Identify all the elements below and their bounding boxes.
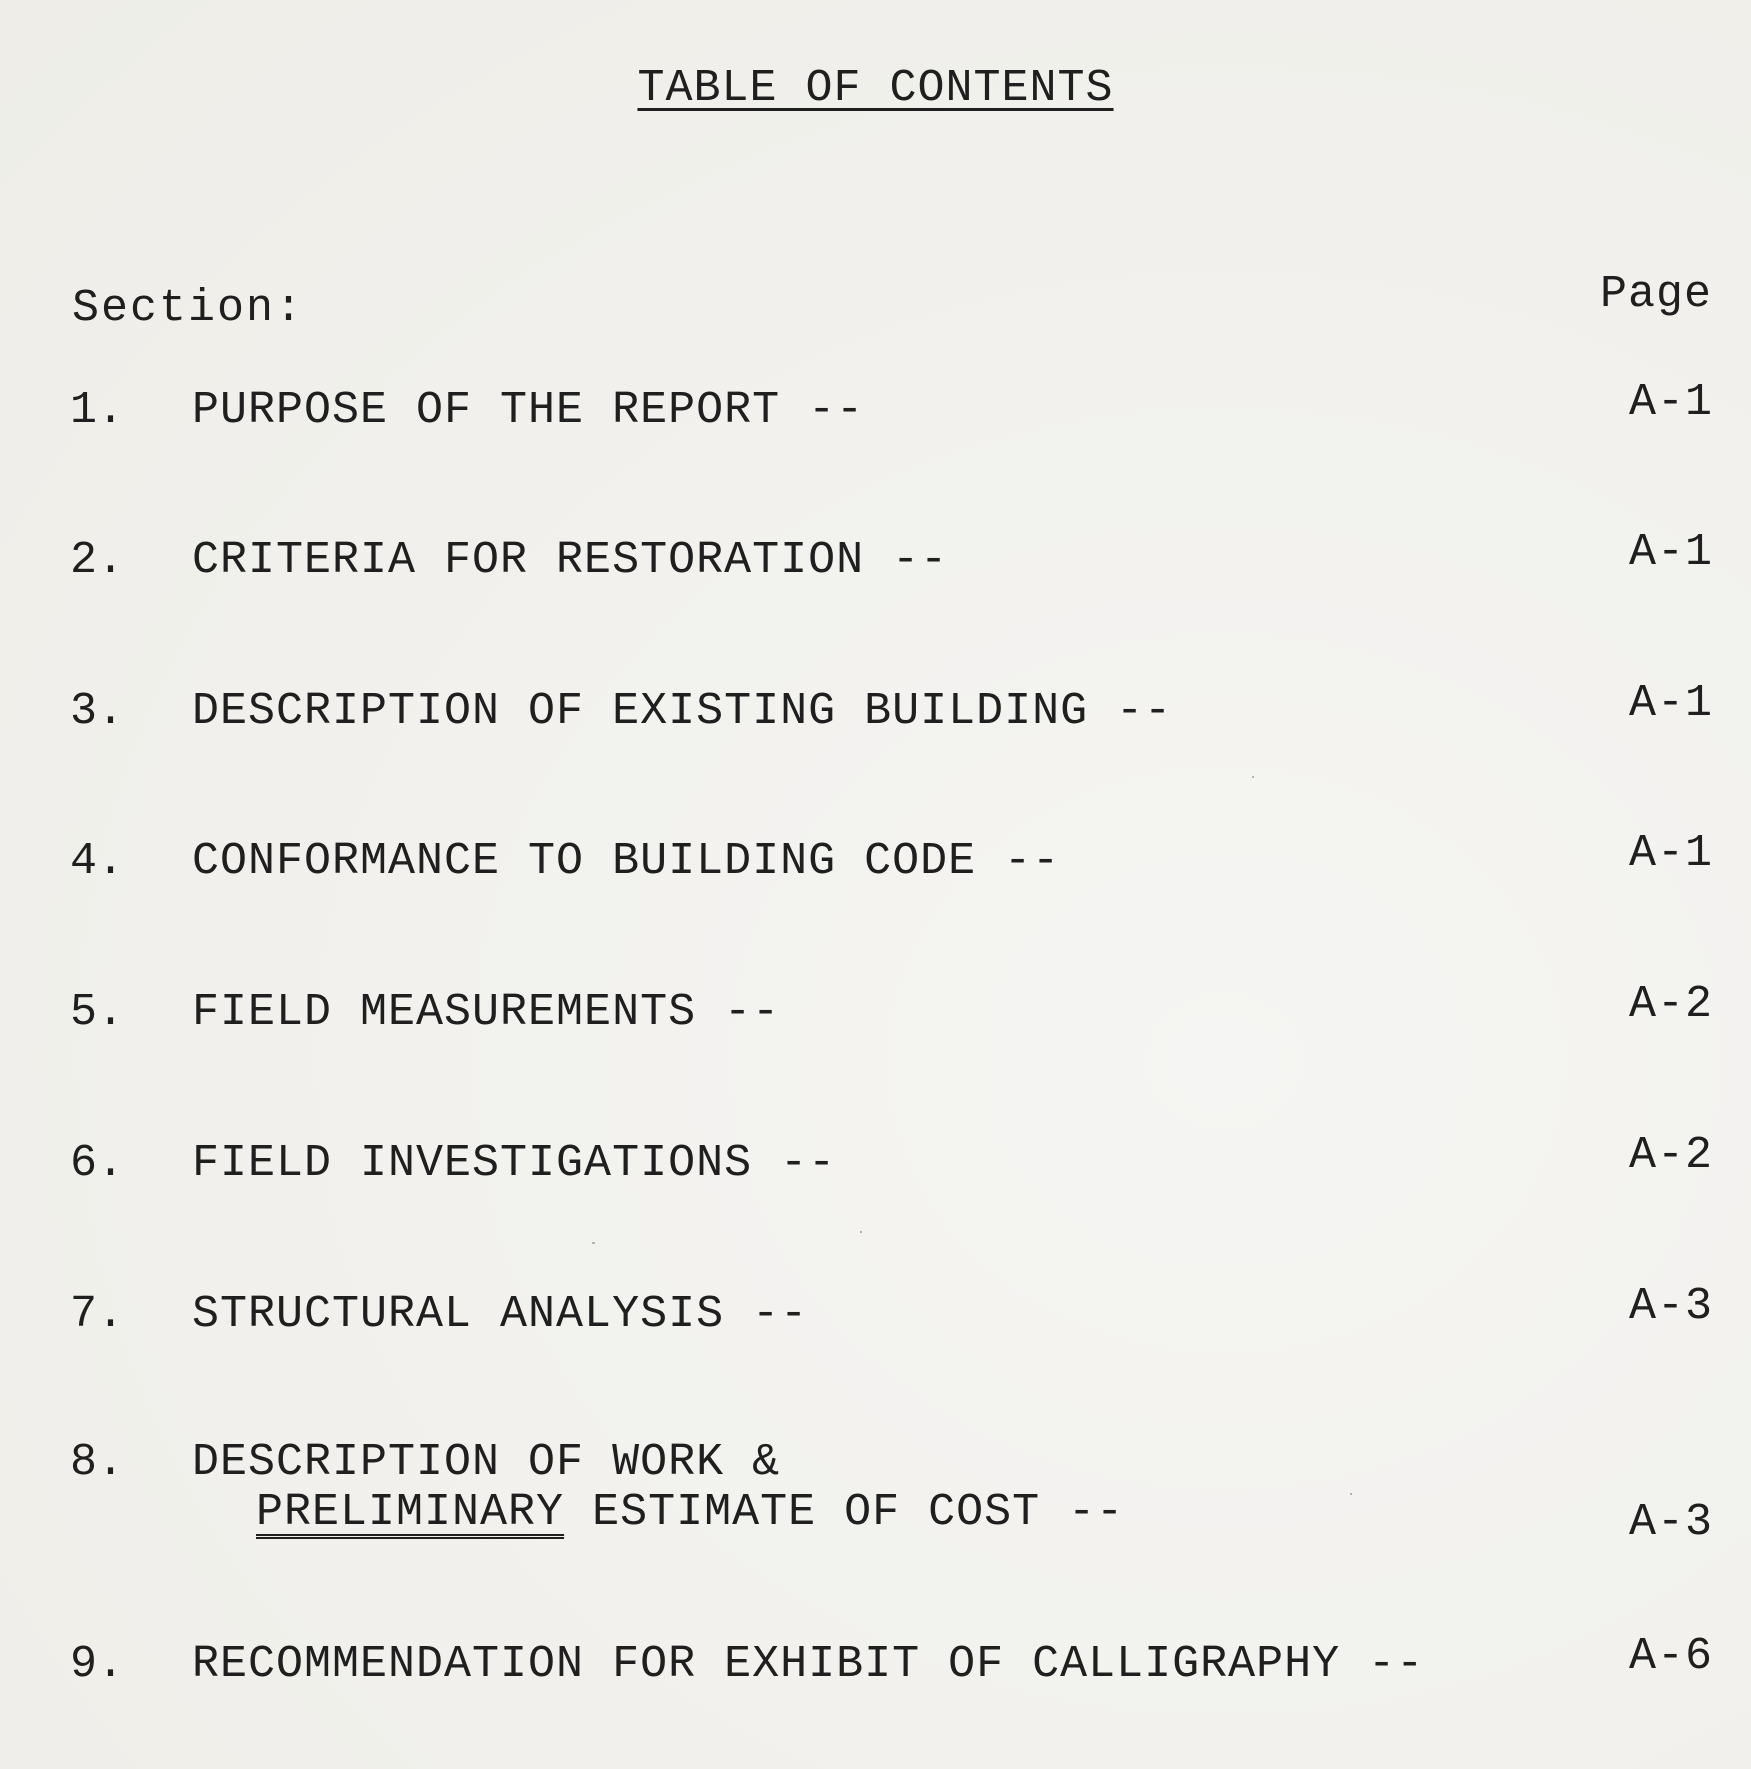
toc-entry-number: 3. <box>70 686 125 737</box>
preliminary-emphasis: PRELIMINARY <box>256 1487 565 1538</box>
toc-entry-number: 7. <box>70 1289 125 1340</box>
toc-entry <box>0 1436 1751 1556</box>
toc-entry-title: FIELD INVESTIGATIONS -- <box>192 1138 837 1189</box>
toc-entry-title: PURPOSE OF THE REPORT -- <box>192 385 865 436</box>
toc-entry <box>0 1631 1751 1698</box>
toc-entry <box>0 828 1751 895</box>
toc-entry-number: 5. <box>70 987 125 1038</box>
page-title-text: TABLE OF CONTENTS <box>637 63 1114 114</box>
toc-entry-number: 4. <box>70 836 125 887</box>
toc-entry-number: 6. <box>70 1138 125 1189</box>
toc-entry-title-rest: ESTIMATE OF COST -- <box>564 1487 1125 1538</box>
section-column-header: Section: <box>72 283 305 334</box>
paper-speck <box>1252 776 1254 778</box>
toc-entry-page: A-1 <box>1628 678 1713 729</box>
toc-entry-title: FIELD MEASUREMENTS -- <box>192 987 781 1038</box>
toc-entry-title-continued <box>256 1486 1124 1540</box>
toc-entry-title: RECOMMENDATION FOR EXHIBIT OF CALLIGRAPHY -- <box>192 1639 1425 1690</box>
toc-entry-number: 1. <box>70 385 125 436</box>
toc-entry <box>0 527 1751 594</box>
toc-entry <box>0 979 1751 1046</box>
toc-entry <box>0 1130 1751 1197</box>
toc-entry-page: A-1 <box>1628 377 1713 428</box>
toc-entry <box>0 1281 1751 1348</box>
toc-entry-page: A-6 <box>1628 1631 1713 1682</box>
paper-speck <box>1350 1493 1352 1495</box>
page-title <box>0 62 1751 116</box>
toc-entry-page: A-3 <box>1628 1281 1713 1332</box>
toc-entry-title: CONFORMANCE TO BUILDING CODE -- <box>192 836 1061 887</box>
toc-entry-page: A-2 <box>1628 1130 1713 1181</box>
toc-entry-number: 8. <box>70 1437 125 1488</box>
toc-entry-number: 9. <box>70 1639 125 1690</box>
paper-speck <box>860 1231 862 1233</box>
toc-entry-page: A-2 <box>1628 979 1713 1030</box>
toc-entry <box>0 377 1751 444</box>
toc-entry-title: DESCRIPTION OF EXISTING BUILDING -- <box>192 686 1173 737</box>
toc-entry-page: A-3 <box>1628 1497 1713 1548</box>
paper-speck <box>592 1242 595 1244</box>
toc-entry-page: A-1 <box>1628 527 1713 578</box>
page-column-header: Page <box>1599 269 1712 320</box>
toc-entry <box>0 678 1751 745</box>
toc-entry-title: CRITERIA FOR RESTORATION -- <box>192 535 949 586</box>
toc-entry-title: STRUCTURAL ANALYSIS -- <box>192 1289 809 1340</box>
toc-entry-page: A-1 <box>1628 828 1713 879</box>
toc-entry-number: 2. <box>70 535 125 586</box>
toc-entry-title: DESCRIPTION OF WORK & <box>192 1437 781 1488</box>
